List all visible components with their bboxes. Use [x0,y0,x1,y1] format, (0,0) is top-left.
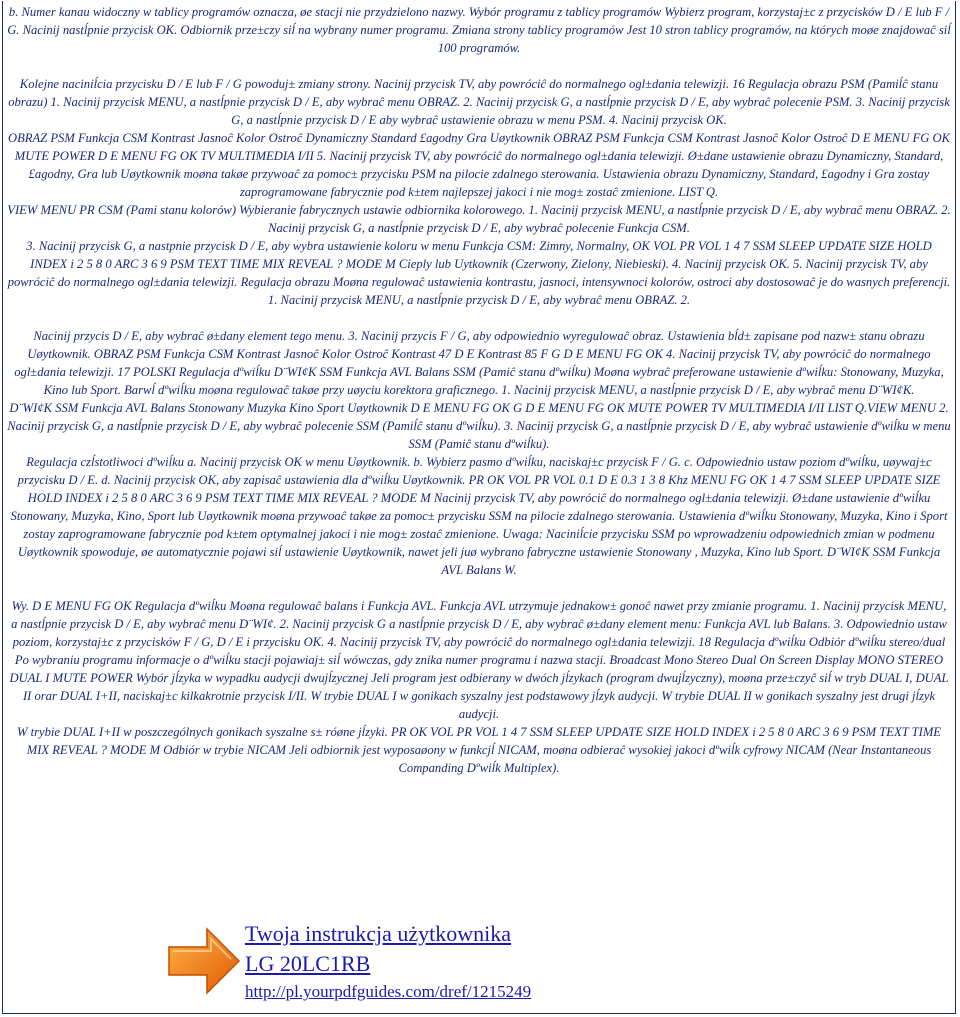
paragraph-picture-adjust: 3. Nacinij przycisk G, a nastpnie przycisk D / E, aby wybra ustawienie koloru w menu Funkcja CSM: Zimny, Normalny, OK VOL PR VOL 1 4 7 SSM SLEEP UPDATE SIZE HOLD INDEX i 2 5 8 0 ARC 3 6 9 PSM TEXT TIME MIX REVEAL ? MODE M Cieply lub Uytkownik (Czerwony, Zielony, Niebieski). 4. Nacinij przycisk OK. 5. Nacinij przycisk TV, aby powróciĉ do normalnego ogl±dania telewizji. Regulacja obrazu Moøna regulowaĉ ustawienia kontrastu, jasnoci, intensywnoci kolorów, ostroci aby dostosowaĉ je do wasnych preferencji. 1. Nacinij przycisk MENU, a nastĺpnie przycisk D / E, aby wybraĉ menu OBRAZ. 2. [7,239,951,307]
arrow-icon [163,921,243,1001]
paragraph-channel-table: b. Numer kanau widoczny w tablicy programów oznacza, øe stacji nie przydzielono nazwy. Wybór programu z tablicy programów Wybierz program, korzystaj±c z przycisków D / E lub F / G. Nacinij nastĺpnie przycisk OK. Odbiornik prze±czy siĺ na wybrany numer programu. Zmiana strony tablicy programów Jest 10 stron tablicy programów, na których moøe znajdowaĉ siĺ 100 programów. [7,5,951,55]
manual-title-link[interactable]: Twoja instrukcja użytkownika [245,921,512,946]
paragraph-sound-ssm: Nacinij przycis D / E, aby wybraĉ ø±dany element tego menu. 3. Nacinij przycis F / G, aby odpowiednio wyregulowaĉ obraz. Ustawienia bĺd± zapisane pod nazw± stanu obrazu Uøytkownik. OBRAZ PSM Funkcja CSM Kontrast Jasnoĉ Kolor Ostroĉ Kontrast 47 D E Kontrast 85 F G D E MENU FG OK 4. Nacinij przycisk TV, aby powróciĉ do normalnego ogl±dania telewizji. 17 POLSKI Regulacja dºwiĺku D¨WI¢K SSM Funkcja AVL Balans SSM (Pamiĉ stanu dºwiĺku) Moøna wybraĉ preferowane ustawienie dºwiĺku: Stonowany, Muzyka, Kino lub Sport. Barwĺ dºwiĺku moøna regulowaĉ takøe przy uøyciu korektora graficznego. 1. Nacinij przycisk MENU, a nastĺpnie przycisk D / E, aby wybraĉ menu D¨WI¢K. [14,329,944,397]
paragraph-nicam: W trybie DUAL I+II w poszczególnych gonikach syszalne s± róøne jĺzyki. PR OK VOL PR VOL 1 4 7 SSM SLEEP UPDATE SIZE HOLD INDEX i 2 5 8 0 ARC 3 6 9 PSM TEXT TIME MIX REVEAL ? MODE M Odbiór w trybie NICAM Jeli odbiornik jest wyposaøony w funkcjĺ NICAM, moøna odbieraĉ wysokiej jakoci dºwiĺk cyfrowy NICAM (Near Instantaneous Companding Dºwiĺk Multiplex). [16,725,942,775]
document-page [2,1,956,1014]
paragraph-csm: VIEW MENU PR CSM (Pami stanu kolorów) Wybieranie fabrycznych ustawie odbiornika kolorowego. 1. Nacinij przycisk MENU, a nastĺpnie przycisk D / E, aby wybraĉ menu OBRAZ. 2. Nacinij przycisk G, a nastĺpnie przycisk D / E, aby wybraĉ polecenie Funkcja CSM. [7,203,951,235]
document-body [7,3,951,777]
paragraph-frequency: Regulacja czĺstotliwoci dºwiĺku a. Nacinij przycisk OK w menu Uøytkownik. b. Wybierz pasmo dºwiĺku, naciskaj±c przycisk F / G. c. Odpowiednio ustaw poziom dºwiĺku, uøywaj±c przycisku D / E. d. Nacinij przycisk OK, aby zapisaĉ ustawienia dla dºwiĺku Uøytkownik. PR OK VOL PR VOL 0.1 D E 0.3 1 3 8 Khz MENU FG OK 1 4 7 SSM SLEEP UPDATE SIZE HOLD INDEX i 2 5 8 0 ARC 3 6 9 PSM TEXT TIME MIX REVEAL ? MODE M Nacinij przycisk TV, aby powróciĉ do normalnego ogl±dania telewizji. Ø±dane ustawienie dºwiĺku Stonowany, Muzyka, Kino, Sport lub Uøytkownik moøna przywoaĉ takøe za pomoc± przycisku SSM na pilocie zdalnego sterowania. Ustawienia dºwiĺku Stonowany, Muzyka, Kino i Sport zostay zaprogramowane fabrycznie pod k±tem optymalnej jakoci i nie mog± zostaĉ zmienione. Uwaga: Naciniĺcie przycisku SSM po wprowadzeniu odpowiednich zmian w podmenu Uøytkownik spowoduje, øe automatycznie pojawi siĺ ustawienie Uøytkownik, nawet jeli juø wybrano fabryczne ustawienie Stonowany , Muzyka, Kino lub Sport. D¨WI¢K SSM Funkcja AVL Balans W. [10,455,948,577]
paragraph-ssm-menu: D¨WI¢K SSM Funkcja AVL Balans Stonowany Muzyka Kino Sport Uøytkownik D E MENU FG OK G D E MENU FG OK MUTE POWER TV MULTIMEDIA I/II LIST Q.VIEW MENU 2. Nacinij przycisk G, a nastĺpnie przycisk D / E, aby wybraĉ polecenie SSM (Pamiĺĉ stanu dºwiĺku). 3. Nacinij przycisk G, a nastĺpnie przycisk D / E, aby wybraĉ ustawienie dºwiĺku w menu SSM (Pamiĉ stanu dºwiĺku). [7,401,951,451]
paragraph-psm-settings: OBRAZ PSM Funkcja CSM Kontrast Jasnoĉ Kolor Ostroĉ Dynamiczny Standard £agodny Gra Uøytkownik OBRAZ PSM Funkcja CSM Kontrast Jasnoĉ Kolor Ostroĉ D E MENU FG OK MUTE POWER D E MENU FG OK TV MULTIMEDIA I/II 5. Nacinij przycisk TV, aby powróciĉ do normalnego ogl±dania telewizji. Ø±dane ustawienie obrazu Dynamiczny, Standard, £agodny, Gra lub Uøytkownik moøna takøe przywoaĉ za pomoc± przycisku PSM na pilocie zdalnego sterowania. Ustawienia obrazu Dynamiczny, Standard, £agodny i Gra zostay zaprogramowane fabrycznie pod k±tem najlepszej jakoci i nie mog± zostaĉ zmienione. LIST Q. [8,131,950,199]
paragraph-balance-avl: Wy. D E MENU FG OK Regulacja dºwiĺku Moøna regulowaĉ balans i Funkcja AVL. Funkcja AVL utrzymuje jednakow± gonoĉ nawet przy zmianie programu. 1. Nacinij przycisk MENU, a nastĺpnie przycisk D / E, aby wybraĉ menu D¨WI¢. 2. Nacinij przycisk G a nastĺpnie przycisk D / E, aby wybraĉ ø±dany element menu: Funkcja AVL lub Balans. 3. Odpowiednio ustaw poziom, korzystaj±c z przycisków F / G, D / E i przycisku OK. 4. Nacinij przycisk TV, aby powróciĉ do normalnego ogl±dania telewizji. 18 Regulacja dºwiĺku Odbiór dºwiĺku stereo/dual Po wybraniu programu informacje o dºwiĺku stacji pojawiaj± siĺ wówczas, gdy znika numer programu i nazwa stacji. Broadcast Mono Stereo Dual On Screen Display MONO STEREO DUAL I MUTE POWER Wybór jĺzyka w wypadku audycji dwujĺzycznej Jeli program jest odbierany w dwóch jĺzykach (program dwujĺzyczny), moøna prze±czyĉ siĺ w tryb DUAL I, DUAL II orar DUAL I+II, naciskaj±c kilkakrotnie przycisk I/II. W trybie DUAL I w gonikach syszalny jest podstawowy jĺzyk audycji. W trybie DUAL II w gonikach syszalny jest drugi jĺzyk audycji. [9,599,949,721]
product-model-link[interactable]: LG 20LC1RB [245,951,371,976]
manual-footer [163,919,723,1015]
manual-url-link[interactable]: http://pl.yourpdfguides.com/dref/1215249 [245,982,532,1001]
paragraph-psm-intro: Kolejne naciniĺcia przycisku D / E lub F / G powoduj± zmiany strony. Nacinij przycisk TV, aby powróciĉ do normalnego ogl±dania telewizji. 16 Regulacja obrazu PSM (Pamiĺĉ stanu obrazu) 1. Nacinij przycisk MENU, a nastĺpnie przycisk D / E, aby wybraĉ menu OBRAZ. 2. Nacinij przycisk G, a nastĺpnie przycisk D / E, aby wybraĉ polecenie PSM. 3. Nacinij przycisk G, a nastĺpnie przycisk D / E aby wybraĉ ustawienie obrazu w menu PSM. 4. Nacinij przycisk OK. [8,77,950,127]
